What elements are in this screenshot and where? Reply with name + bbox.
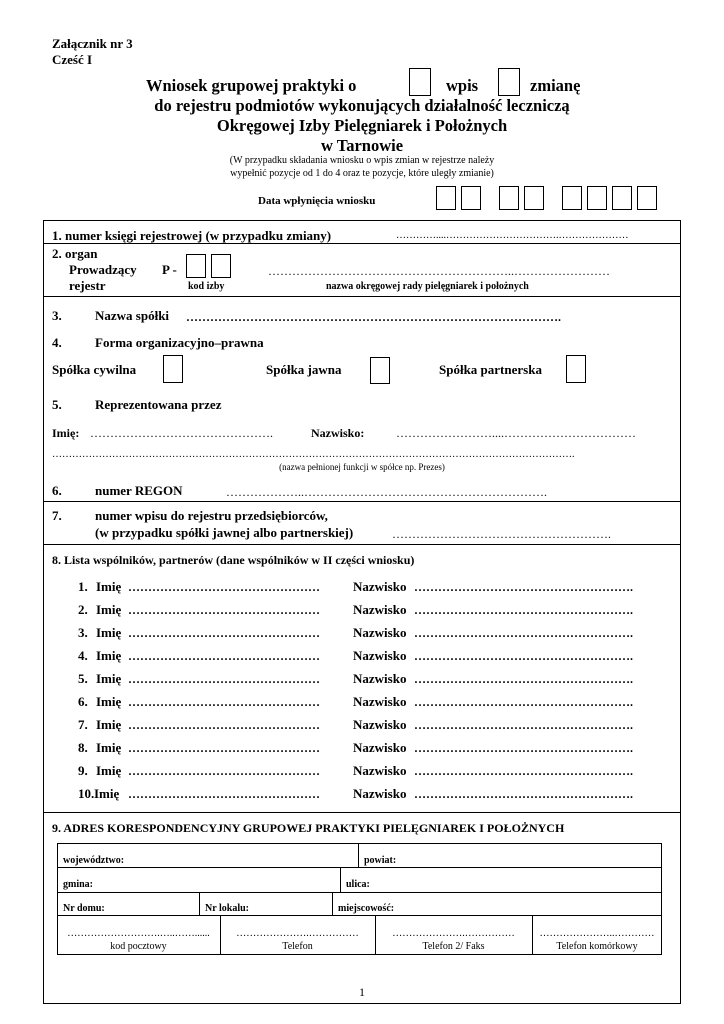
partner-first-field[interactable]: ………………………………………… xyxy=(128,787,320,801)
date-box[interactable] xyxy=(637,186,657,210)
postal-code-caption: kod pocztowy xyxy=(110,941,167,952)
partner-number: 3. xyxy=(78,625,88,640)
s1-field[interactable]: …………....…………………………….………………… xyxy=(396,230,629,241)
mobile-caption: Telefon komórkowy xyxy=(556,941,638,952)
s6-label: numer REGON xyxy=(95,483,183,498)
partner-last-label: Nazwisko xyxy=(353,648,407,663)
address-row-divider xyxy=(57,867,662,868)
date-box[interactable] xyxy=(436,186,456,210)
partner-first-label: Imię xyxy=(96,602,122,617)
title-note2: wypełnić pozycje od 1 do 4 oraz te pozycje, które uległy zmianie) xyxy=(230,168,494,179)
s3-field[interactable]: …………………………………………………………………………………. xyxy=(186,310,561,324)
s2-rejestr: rejestr xyxy=(69,278,106,293)
partner-last-label: Nazwisko xyxy=(353,579,407,594)
general-partnership-label: Spółka jawna xyxy=(266,362,342,377)
partner-first-field[interactable]: ………………………………………… xyxy=(128,695,320,709)
commune-field[interactable]: gmina: xyxy=(63,879,93,890)
phone-caption: Telefon xyxy=(282,941,313,952)
town-field[interactable]: miejscowość: xyxy=(338,903,395,914)
divider xyxy=(43,544,681,545)
partner-last-field[interactable]: ………………………………………………. xyxy=(414,672,633,686)
s2-code-caption: kod izby xyxy=(188,281,225,292)
divider xyxy=(43,501,681,502)
s6-field[interactable]: ………………..……………………………………………………. xyxy=(226,485,547,499)
s2-prowadzacy: Prowadzący xyxy=(69,262,137,277)
chamber-code-box[interactable] xyxy=(211,254,231,278)
s4-label: Forma organizacyjno–prawna xyxy=(95,335,264,350)
partner-last-label: Nazwisko xyxy=(353,671,407,686)
partner-number: 10. xyxy=(78,786,95,801)
partner-last-label: Nazwisko xyxy=(353,786,407,801)
partner-first-label: Imię xyxy=(96,625,122,640)
partner-first-label: Imię xyxy=(96,694,122,709)
attachment-label: Załącznik nr 3 xyxy=(52,36,133,51)
date-box[interactable] xyxy=(524,186,544,210)
partner-last-label: Nazwisko xyxy=(353,602,407,617)
partner-first-label: Imię xyxy=(96,648,122,663)
s5-last-label: Nazwisko: xyxy=(311,426,365,440)
partner-number: 6. xyxy=(78,694,88,709)
date-box[interactable] xyxy=(562,186,582,210)
s8-label: 8. Lista wspólników, partnerów (dane wspólników w II części wniosku) xyxy=(52,553,415,567)
partner-last-field[interactable]: ………………………………………………. xyxy=(414,695,633,709)
professional-partnership-label: Spółka partnerska xyxy=(439,362,542,377)
date-box[interactable] xyxy=(612,186,632,210)
partner-last-field[interactable]: ………………………………………………. xyxy=(414,741,633,755)
divider xyxy=(43,812,681,813)
partner-first-field[interactable]: ………………………………………… xyxy=(128,649,320,663)
partner-number: 8. xyxy=(78,740,88,755)
s3-label: Nazwa spółki xyxy=(95,308,170,323)
partner-last-label: Nazwisko xyxy=(353,740,407,755)
title-note1: (W przypadku składania wniosku o wpis zmian w rejestrze należy xyxy=(229,155,495,166)
s2-prefix: P - xyxy=(162,262,177,277)
partner-last-field[interactable]: ………………………………………………. xyxy=(414,580,633,594)
s9-label: 9. ADRES KORESPONDENCYJNY GRUPOWEJ PRAKTYKI PIELĘGNIAREK I POŁOŻNYCH xyxy=(52,821,565,835)
professional-partnership-checkbox[interactable] xyxy=(566,355,586,383)
entry-label: wpis xyxy=(446,76,479,95)
s5-function-field[interactable]: …………………………………………………………………………………………………………………………………………. xyxy=(52,449,575,460)
partner-first-field[interactable]: ………………………………………… xyxy=(128,626,320,640)
chamber-code-box[interactable] xyxy=(186,254,206,278)
partner-last-field[interactable]: ………………………………………………. xyxy=(414,787,633,801)
title-line4: w Tarnowie xyxy=(320,136,404,155)
date-box[interactable] xyxy=(499,186,519,210)
civil-partnership-label: Spółka cywilna xyxy=(52,362,137,377)
s5-first-field[interactable]: ………………………………………. xyxy=(90,426,273,440)
mobile-field[interactable]: …………………..………… xyxy=(539,928,655,939)
partner-number: 9. xyxy=(78,763,88,778)
postal-code-field[interactable]: ……………………….…..……...... xyxy=(67,928,210,939)
partner-first-label: Imię xyxy=(96,717,122,732)
s3-num: 3. xyxy=(52,308,62,323)
address-col-divider xyxy=(340,867,341,892)
partner-number: 7. xyxy=(78,717,88,732)
address-row-divider xyxy=(57,892,662,893)
date-box[interactable] xyxy=(461,186,481,210)
partner-last-field[interactable]: ………………………………………………. xyxy=(414,626,633,640)
partner-first-field[interactable]: ………………………………………… xyxy=(128,741,320,755)
s7-num: 7. xyxy=(52,508,62,523)
s4-num: 4. xyxy=(52,335,62,350)
partner-number: 5. xyxy=(78,671,88,686)
partner-last-label: Nazwisko xyxy=(353,625,407,640)
flat-number-field[interactable]: Nr lokalu: xyxy=(205,903,249,914)
address-col-divider xyxy=(332,892,333,915)
street-field[interactable]: ulica: xyxy=(346,879,370,890)
partner-first-label: Imię xyxy=(94,786,120,801)
partner-number: 2. xyxy=(78,602,88,617)
s5-first-label: Imię: xyxy=(52,426,80,440)
district-field[interactable]: powiat: xyxy=(364,855,397,866)
partner-last-label: Nazwisko xyxy=(353,763,407,778)
address-row-divider xyxy=(57,915,662,916)
partner-first-label: Imię xyxy=(96,671,122,686)
partner-number: 4. xyxy=(78,648,88,663)
change-label: zmianę xyxy=(530,76,581,95)
partner-first-label: Imię xyxy=(96,579,122,594)
title-line3: Okręgowej Izby Pielęgniarek i Położnych xyxy=(216,116,508,135)
date-label: Data wpłynięcia wniosku xyxy=(258,195,376,207)
date-box[interactable] xyxy=(587,186,607,210)
partner-last-label: Nazwisko xyxy=(353,717,407,732)
address-col-divider xyxy=(199,892,200,915)
partner-last-field[interactable]: ………………………………………………. xyxy=(414,649,633,663)
partner-first-label: Imię xyxy=(96,763,122,778)
s5-last-field[interactable]: ……………………....…………………………… xyxy=(396,426,636,440)
partner-first-field[interactable]: ………………………………………… xyxy=(128,603,320,617)
s5-function-caption: (nazwa pełnionej funkcji w spółce np. Prezes) xyxy=(279,462,445,472)
title-line2: do rejestru podmiotów wykonujących działalność leczniczą xyxy=(154,96,570,115)
s6-num: 6. xyxy=(52,483,62,498)
general-partnership-checkbox[interactable] xyxy=(370,357,390,384)
partner-last-label: Nazwisko xyxy=(353,694,407,709)
s5-num: 5. xyxy=(52,397,62,412)
s7-line2: (w przypadku spółki jawnej albo partnerskiej) xyxy=(95,525,354,540)
s7-line1: numer wpisu do rejestru przedsiębiorców, xyxy=(95,508,328,523)
house-number-field[interactable]: Nr domu: xyxy=(63,903,105,914)
divider xyxy=(43,296,681,297)
page-number: 1 xyxy=(359,985,365,999)
phone2-field[interactable]: ………………….…………… xyxy=(392,928,515,939)
partner-last-field[interactable]: ………………………………………………. xyxy=(414,603,633,617)
partner-first-label: Imię xyxy=(96,740,122,755)
s2-organ: 2. organ xyxy=(52,246,98,261)
address-col-divider xyxy=(358,843,359,867)
change-checkbox[interactable] xyxy=(498,68,520,96)
voivodeship-field[interactable]: województwo: xyxy=(63,855,125,866)
civil-partnership-checkbox[interactable] xyxy=(163,355,183,383)
partner-first-field[interactable]: ………………………………………… xyxy=(128,718,320,732)
partner-first-field[interactable]: ………………………………………… xyxy=(128,672,320,686)
entry-checkbox[interactable] xyxy=(409,68,431,96)
phone2-caption: Telefon 2/ Faks xyxy=(422,941,485,952)
s2-council-field[interactable]: ……………………………………………………..…………………… xyxy=(268,264,610,278)
s7-field[interactable]: ………………………………………………. xyxy=(392,527,611,541)
part-label: Cześć I xyxy=(52,52,93,67)
title-line1: Wniosek grupowej praktyki o xyxy=(146,76,357,95)
partner-number: 1. xyxy=(78,579,88,594)
partner-last-field[interactable]: ………………………………………………. xyxy=(414,718,633,732)
phone-field[interactable]: ………………….…………… xyxy=(236,928,359,939)
partner-first-field[interactable]: ………………………………………… xyxy=(128,764,320,778)
partner-last-field[interactable]: ………………………………………………. xyxy=(414,764,633,778)
s1-label: 1. numer księgi rejestrowej (w przypadku zmiany) xyxy=(52,228,332,243)
s5-label: Reprezentowana przez xyxy=(95,397,222,412)
s2-council-caption: nazwa okręgowej rady pielęgniarek i położnych xyxy=(326,281,529,292)
partner-first-field[interactable]: ………………………………………… xyxy=(128,580,320,594)
